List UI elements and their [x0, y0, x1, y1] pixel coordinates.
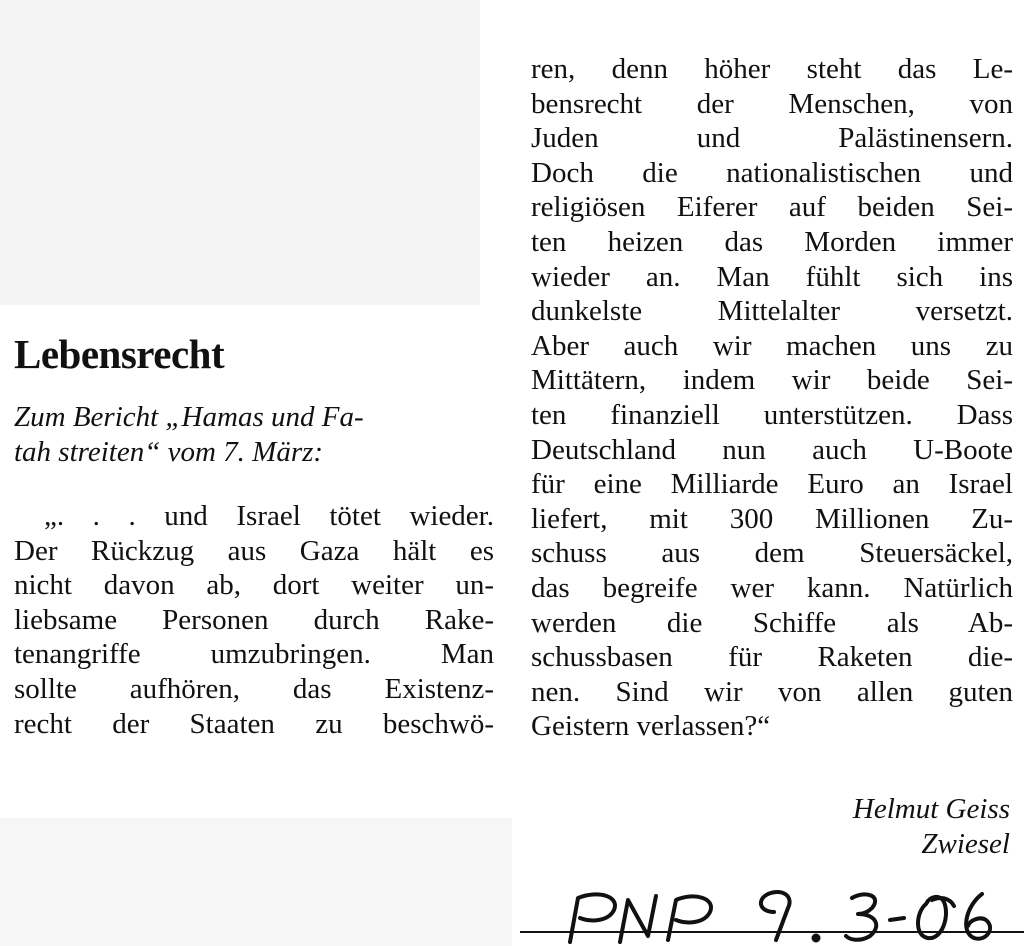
- body-line: Geistern verlassen?“: [531, 710, 771, 743]
- body-line: Doch die nationalistischen und: [531, 156, 1013, 189]
- blank-region-bottom: [0, 818, 512, 946]
- letter-body-right-column: [531, 52, 1013, 744]
- body-line: das begreife wer kann. Natürlich: [531, 571, 1013, 604]
- body-line: nen. Sind wir von allen guten: [531, 675, 1013, 708]
- body-line: schuss aus dem Steuersäckel,: [531, 537, 1013, 570]
- body-line: Juden und Palästinensern.: [531, 122, 1013, 155]
- body-line: religiösen Eiferer auf beiden Sei-: [531, 191, 1013, 224]
- body-line: Der Rückzug aus Gaza hält es: [14, 534, 494, 567]
- body-line: ten heizen das Morden immer: [531, 225, 1013, 258]
- author-place: Zwiesel: [921, 828, 1010, 860]
- body-line: werden die Schiffe als Ab-: [531, 606, 1013, 639]
- body-line: recht der Staaten zu beschwö-: [14, 707, 494, 740]
- body-line: sollte aufhören, das Existenz-: [14, 672, 494, 705]
- author-name: Helmut Geiss: [852, 793, 1010, 825]
- body-line: Deutschland nun auch U-Boote: [531, 433, 1013, 466]
- subtitle-line: tah streiten“ vom 7. März:: [14, 436, 324, 468]
- body-line: „. . . und Israel tötet wieder.: [44, 500, 494, 532]
- blank-region-top: [0, 0, 480, 305]
- letter-body-left-column: [14, 499, 494, 741]
- letter-headline: Lebensrecht: [14, 331, 225, 377]
- body-line: wieder an. Man fühlt sich ins: [531, 260, 1013, 293]
- body-line: für eine Milliarde Euro an Israel: [531, 468, 1013, 501]
- handwritten-underline: [520, 931, 1024, 933]
- body-line: ren, denn höher steht das Le-: [531, 53, 1013, 85]
- body-line: dunkelste Mittelalter versetzt.: [531, 295, 1013, 328]
- body-line: ten finanziell unterstützen. Dass: [531, 398, 1013, 431]
- body-line: liefert, mit 300 Millionen Zu-: [531, 502, 1013, 535]
- body-line: Mittätern, indem wir beide Sei-: [531, 364, 1013, 397]
- body-line: schussbasen für Raketen die-: [531, 641, 1013, 674]
- body-line: bensrecht der Menschen, von: [531, 87, 1013, 120]
- handwritten-source-note: [520, 876, 1024, 946]
- body-line: tenangriffe umzubringen. Man: [14, 638, 494, 671]
- body-line: liebsame Personen durch Rake-: [14, 603, 494, 636]
- subtitle-line: Zum Bericht „Hamas und Fa-: [14, 401, 364, 433]
- body-line: Aber auch wir machen uns zu: [531, 329, 1013, 362]
- letter-subtitle: [14, 400, 488, 470]
- body-line: nicht davon ab, dort weiter un-: [14, 569, 494, 602]
